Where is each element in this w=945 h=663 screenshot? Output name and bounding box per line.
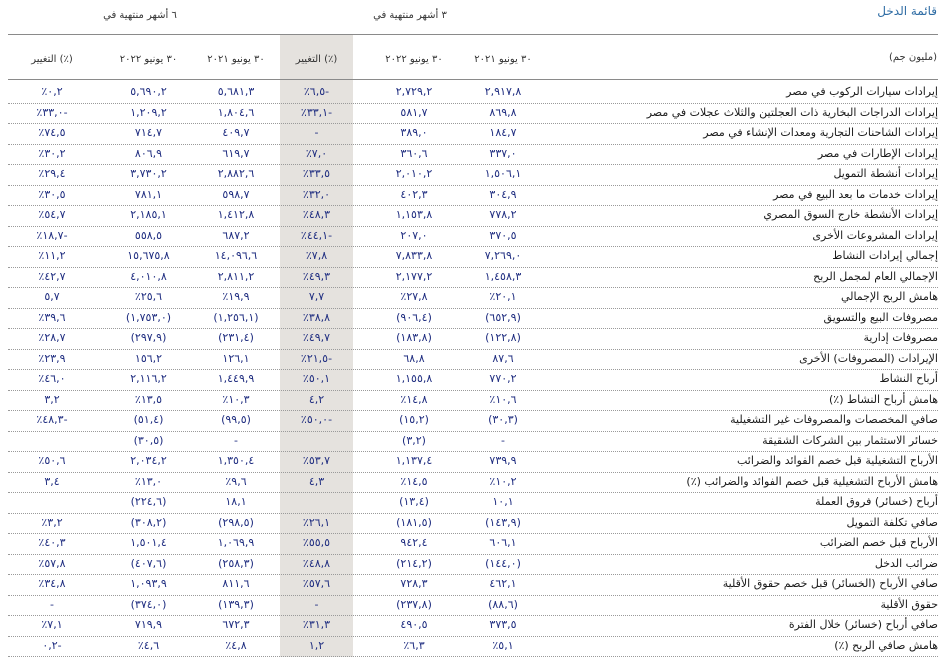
col-q-change: التغيير (٪) — [295, 53, 338, 65]
six-months-header: ٦ أشهر منتهية في — [103, 10, 177, 21]
cell-h-change: ٪٣٠,٢ — [38, 146, 66, 160]
cell-h-2021: ٪٤,٨ — [225, 638, 247, 652]
cell-q-2021: ٧,٢٦٩,٠ — [484, 249, 522, 262]
cell-h-2022: (٣٧٤,٠) — [130, 597, 167, 611]
cell-q-change: ٪٤٤,١- — [300, 228, 333, 242]
cell-h-2022: ٥,٦٩٠,٢ — [130, 85, 167, 98]
cell-h-change: - — [50, 597, 54, 611]
cell-h-2022: ٪٤,٦ — [137, 638, 160, 652]
cell-q-2021: ٢,٩١٧,٨ — [484, 85, 522, 98]
cell-h-change: ٪٤٨,٣- — [36, 413, 68, 426]
cell-h-2022: ٢,١٨٥,١ — [130, 208, 167, 221]
cell-q-2021: (١٢٢,٨) — [485, 331, 521, 344]
table-row — [8, 513, 938, 535]
cell-q-2022: (١٨٣,٨) — [396, 331, 432, 344]
row-label: إيرادات الأنشطة خارج السوق المصري — [763, 208, 938, 221]
row-label: حقوق الأقلية — [880, 597, 938, 611]
cell-h-2021: ١٢٦,١ — [222, 351, 250, 365]
cell-q-2021: ٣٧٠,٥ — [489, 228, 517, 242]
cell-h-2022: ١,٠٩٣,٩ — [130, 577, 167, 590]
cell-q-2021: (٦٥٢,٩) — [485, 310, 521, 324]
cell-q-2022: ٤٩٠,٥ — [400, 618, 428, 631]
row-label: خسائر الاستثمار بين الشركات الشقيقة — [762, 433, 938, 447]
cell-q-2021: ٧٧٠,٢ — [489, 372, 517, 385]
cell-h-2022: ١٥,٦٧٥,٨ — [127, 249, 170, 262]
cell-h-change: ٪٥٧,٨ — [38, 556, 66, 570]
cell-q-change — [280, 492, 353, 512]
cell-h-2021: (٩٩,٥) — [221, 413, 251, 426]
cell-q-2021: ١٠,١ — [492, 495, 514, 508]
cell-h-2021: ٪١٩,٩ — [222, 290, 250, 303]
cell-q-2021: ٪١٠,٦ — [489, 392, 517, 406]
table-row — [8, 308, 938, 330]
cell-q-2021: ٣٣٧,٠ — [489, 146, 517, 160]
table-row — [8, 410, 938, 432]
table-row — [8, 472, 938, 494]
cell-q-2022: ٪٦,٣ — [403, 638, 425, 652]
page-title: قائمة الدخل — [877, 4, 937, 18]
cell-h-2021: ١,٤١٢,٨ — [217, 208, 255, 221]
cell-q-2021: - — [501, 433, 505, 447]
cell-h-change: ٪٧,١ — [41, 618, 63, 631]
cell-q-2022: ٢,٠١٠,٢ — [395, 167, 433, 180]
table-row — [8, 636, 938, 658]
table-row — [8, 328, 938, 350]
cell-h-change: ٪٥٠,٦ — [38, 454, 66, 467]
cell-q-change: - — [314, 597, 319, 611]
cell-q-change: ٧,٧ — [308, 290, 325, 303]
row-label: إيرادات أنشطة التمويل — [833, 167, 938, 180]
col-q-2021: ٣٠ يونيو ٢٠٢١ — [474, 53, 532, 65]
table-row — [8, 226, 938, 248]
cell-q-change: ٪٥٥,٥ — [302, 536, 331, 549]
cell-q-change: ٤,٣ — [308, 474, 325, 488]
cell-q-2021: ٧٧٨,٢ — [489, 208, 517, 221]
cell-h-2021: ١,٣٥٠,٤ — [217, 454, 255, 467]
cell-h-2022: (٢٩٧,٩) — [130, 331, 167, 344]
cell-q-2021: ٧٣٩,٩ — [489, 454, 517, 467]
cell-h-2021: ١٤,٠٩٦,٦ — [214, 249, 258, 262]
cell-h-2022: ٨٠٦,٩ — [134, 146, 163, 160]
cell-h-change: ٪٥٤,٧ — [38, 208, 66, 221]
col-q-2022: ٣٠ يونيو ٢٠٢٢ — [385, 53, 443, 65]
row-label: إيرادات خدمات ما بعد البيع في مصر — [773, 187, 938, 201]
cell-h-2022: ٣,٧٣٠,٢ — [130, 167, 167, 180]
cell-q-change: ٪٥٠,١ — [302, 372, 331, 385]
unit-label: (مليون جم) — [888, 52, 937, 63]
cell-h-2022: ٧١٩,٩ — [134, 618, 163, 631]
cell-q-change: ٪٧,٨ — [305, 249, 328, 262]
cell-q-2021: ٪٢٠,١ — [489, 290, 517, 303]
cell-q-2021: (٨٨,٦) — [488, 597, 518, 611]
cell-q-change: ٪٥٠,٠- — [300, 413, 333, 426]
row-label: إيرادات الشاحنات التجارية ومعدات الإنشاء في مصر — [703, 126, 938, 139]
cell-h-change: ٪١١,٢ — [38, 249, 66, 262]
table-row — [8, 595, 938, 617]
cell-q-2022: (٩٠٦,٤) — [396, 310, 432, 324]
cell-h-change: ٪٠,٢ — [41, 85, 63, 98]
cell-q-change: ٪٤٨,٣ — [302, 208, 331, 221]
cell-h-change: ٣,٢ — [44, 392, 60, 406]
row-label: صافي المخصصات والمصروفات غير التشغيلية — [730, 413, 938, 426]
col-h-2021: ٣٠ يونيو ٢٠٢١ — [207, 53, 265, 65]
cell-h-change — [8, 431, 96, 451]
cell-q-change — [280, 431, 353, 451]
cell-q-change: ٪٦,٥- — [303, 85, 330, 98]
row-label: أرباح النشاط — [879, 372, 938, 385]
cell-q-2022: (٢٣٧,٨) — [396, 597, 432, 611]
cell-h-2021: ٪١٠,٣ — [222, 392, 250, 406]
cell-q-2021: ٪٥,١ — [492, 638, 514, 652]
cell-q-change: ٪٢٦,١ — [302, 515, 331, 529]
cell-h-change: ٪٣,٢ — [41, 515, 63, 529]
cell-h-change: ٪٤٢,٧ — [38, 269, 66, 283]
cell-h-2021: ٨١١,٦ — [222, 577, 250, 590]
cell-h-change: ٪٢٩,٤ — [38, 167, 66, 180]
cell-q-2021: ٤٦٢,١ — [489, 577, 517, 590]
cell-h-2022: (٥١,٤) — [133, 413, 164, 426]
cell-q-2022: (١٨١,٥) — [396, 515, 432, 529]
cell-h-2022: ٥٥٨,٥ — [134, 228, 163, 242]
cell-h-2022: ١٥٦,٢ — [134, 351, 163, 365]
cell-h-change: ٪٣٣,٠- — [36, 105, 68, 119]
cell-q-2022: (٣,٢) — [402, 433, 426, 447]
cell-h-change: ٣,٤ — [44, 474, 60, 488]
cell-q-2021: ٣٠٤,٩ — [489, 187, 517, 201]
cell-h-change: ٪٣٠,٥ — [38, 187, 66, 201]
cell-q-2022: ٣٨٩,٠ — [400, 126, 428, 139]
table-row — [8, 431, 938, 453]
top-rule — [8, 34, 938, 35]
cell-q-change: ١,٢ — [308, 638, 325, 652]
cell-q-2021: (٣٠,٣) — [488, 413, 518, 426]
table-row — [8, 164, 938, 186]
cell-h-2021: (٢٥٨,٣) — [218, 556, 254, 570]
cell-q-2021: ٦٠٦,١ — [489, 536, 517, 549]
cell-h-2021: ٥,٦٨١,٣ — [217, 85, 255, 98]
cell-q-2022: ٦٨,٨ — [403, 351, 425, 365]
table-row — [8, 205, 938, 227]
cell-q-2021: ٪١٠,٢ — [489, 474, 517, 488]
cell-h-2022: ١,٢٠٩,٢ — [130, 105, 167, 119]
cell-h-2021: ١,٤٤٩,٩ — [217, 372, 255, 385]
cell-q-2022: (١٥,٢) — [399, 413, 429, 426]
cell-h-change — [8, 492, 96, 512]
table-row — [8, 390, 938, 412]
cell-q-2022: ٩٤٢,٤ — [400, 536, 428, 549]
cell-q-2021: (١٤٣,٩) — [485, 515, 521, 529]
table-row — [8, 246, 938, 268]
table-row — [8, 103, 938, 125]
cell-q-2022: ٢,٧٢٩,٢ — [395, 85, 433, 98]
row-label: هامش الأرباح التشغيلية قبل خصم الفوائد والضرائب (٪) — [686, 474, 938, 488]
cell-q-change: ٪٤٨,٨ — [302, 556, 331, 570]
cell-q-2022: ٤٠٢,٣ — [400, 187, 428, 201]
cell-h-2022: ٪١٣,٥ — [134, 392, 163, 406]
cell-h-2021: ٥٩٨,٧ — [222, 187, 250, 201]
row-label: إيرادات الإطارات في مصر — [817, 146, 938, 160]
cell-h-2021: ١,٠٦٩,٩ — [217, 536, 255, 549]
cell-q-2022: ٧,٨٣٣,٨ — [395, 249, 433, 262]
cell-q-2022: ٧٢٨,٣ — [400, 577, 428, 590]
col-h-2022: ٣٠ يونيو ٢٠٢٢ — [119, 53, 178, 65]
cell-q-change: ٪٤٩,٧ — [302, 331, 331, 344]
table-row — [8, 185, 938, 207]
row-label: إجمالي إيرادات النشاط — [832, 249, 938, 262]
header-rule — [8, 79, 938, 80]
col-h-change: التغيير (٪) — [31, 53, 73, 65]
cell-q-2022: ١,١٥٥,٨ — [395, 372, 433, 385]
table-row — [8, 533, 938, 555]
cell-h-change: ٥,٧ — [44, 290, 60, 303]
row-label: صافي تكلفة التمويل — [846, 515, 938, 529]
cell-h-change: ٪٢٨,٧ — [38, 331, 66, 344]
row-label: إيرادات الدراجات البخارية ذات العجلتين والثلاث عجلات في مصر — [646, 105, 938, 119]
table-row — [8, 574, 938, 596]
cell-q-change: ٪٣١,٣ — [302, 618, 331, 631]
cell-q-2021: ١٨٤,٧ — [489, 126, 517, 139]
cell-h-2022: (٢٢٤,٦) — [130, 495, 167, 508]
table-row — [8, 554, 938, 576]
cell-h-2021: - — [234, 433, 238, 447]
cell-h-2021: ٦١٩,٧ — [222, 146, 250, 160]
cell-q-change: ٪٣٣,٥ — [302, 167, 331, 180]
cell-q-2022: (٢١٤,٢) — [396, 556, 432, 570]
cell-q-change: ٪٤٩,٣ — [302, 269, 331, 283]
cell-h-2021: ٢,٨٨٢,٦ — [217, 167, 255, 180]
table-row — [8, 123, 938, 145]
cell-q-change: ٪٢١,٥- — [300, 351, 333, 365]
row-label: الأرباح قبل خصم الضرائب — [819, 536, 938, 549]
cell-h-2022: ٪١٣,٠ — [134, 474, 163, 488]
row-label: هامش صافي الربح (٪) — [834, 638, 938, 652]
cell-h-2021: ١,٨٠٤,٦ — [217, 105, 255, 119]
cell-h-change: ٪٢٣,٩ — [38, 351, 66, 365]
cell-q-2022: ٣٦٠,٦ — [400, 146, 428, 160]
cell-h-2022: (٣٠,٥) — [133, 433, 164, 447]
cell-h-2022: ١,٥٠١,٤ — [130, 536, 167, 549]
cell-q-2021: ١,٤٥٨,٣ — [484, 269, 522, 283]
cell-h-2021: (١٣٩,٣) — [218, 597, 254, 611]
cell-h-2021: ١٨,١ — [225, 495, 247, 508]
cell-h-2021: (٢٣١,٤) — [218, 331, 254, 344]
cell-q-change: - — [314, 126, 319, 139]
table-row — [8, 451, 938, 473]
table-row — [8, 144, 938, 166]
cell-h-2022: ٢,١١٦,٢ — [130, 372, 167, 385]
cell-q-2022: ٢٠٧,٠ — [400, 228, 428, 242]
cell-q-change: ٪٥٣,٧ — [302, 454, 331, 467]
row-label: صافي الأرباح (الخسائر) قبل خصم حقوق الأقلية — [722, 577, 938, 590]
cell-h-change: ٪١٨,٧- — [36, 228, 68, 242]
cell-q-2021: (١٤٤,٠) — [485, 556, 521, 570]
table-row — [8, 267, 938, 289]
row-label: إيرادات سيارات الركوب في مصر — [786, 85, 938, 98]
cell-q-change: ٪٣٨,٨ — [302, 310, 331, 324]
row-label: مصروفات البيع والتسويق — [823, 310, 938, 324]
table-row — [8, 82, 938, 104]
cell-h-2021: ٢,٨١١,٢ — [217, 269, 255, 283]
row-label: أرباح (خسائر) فروق العملة — [815, 495, 938, 508]
row-label: الأرباح التشغيلية قبل خصم الفوائد والضرائب — [736, 454, 938, 467]
row-label: ضرائب الدخل — [874, 556, 938, 570]
cell-h-2021: ٦٨٧,٢ — [222, 228, 250, 242]
cell-h-change: ٪٤٠,٣ — [38, 536, 66, 549]
table-row — [8, 492, 938, 514]
row-label: إيرادات المشروعات الأخرى — [812, 228, 938, 242]
cell-h-2022: (١,٧٥٣,٠) — [125, 310, 172, 324]
table-row — [8, 615, 938, 637]
row-label: الإيرادات (المصروفات) الأخرى — [799, 351, 938, 365]
cell-h-2022: ٧٨١,١ — [134, 187, 163, 201]
table-row — [8, 369, 938, 391]
row-label: صافي أرباح (خسائر) خلال الفترة — [788, 618, 938, 631]
cell-q-change: ٪٧,٠ — [305, 146, 328, 160]
cell-q-2021: ٨٧,٦ — [492, 351, 514, 365]
cell-q-2022: ٪١٤,٥ — [400, 474, 428, 488]
cell-h-2021: ٦٧٢,٣ — [222, 618, 250, 631]
cell-h-change: ٪٤٦,٠ — [38, 372, 66, 385]
cell-h-change: ٠,٢- — [42, 638, 62, 652]
cell-h-2021: (٢٩٨,٥) — [218, 515, 254, 529]
cell-h-2022: (٣٠٨,٢) — [130, 515, 167, 529]
cell-h-2022: ٢,٠٣٤,٢ — [130, 454, 167, 467]
row-label: الإجمالي العام لمجمل الربح — [813, 269, 938, 283]
row-label: هامش أرباح النشاط (٪) — [829, 392, 938, 406]
cell-h-2021: (١,٢٥٦,١) — [213, 310, 259, 324]
cell-h-change: ٪٣٩,٦ — [38, 310, 66, 324]
cell-q-2022: ٪٢٧,٨ — [400, 290, 428, 303]
cell-h-2022: ٤,٠١٠,٨ — [130, 269, 167, 283]
cell-h-2022: ٧١٤,٧ — [134, 126, 163, 139]
cell-q-2022: ٥٨١,٧ — [400, 105, 428, 119]
cell-q-change: ٤,٢ — [308, 392, 325, 406]
cell-h-2021: ٪٩,٦ — [225, 474, 247, 488]
row-label: هامش الربح الإجمالي — [840, 290, 938, 303]
cell-h-2021: ٤٠٩,٧ — [222, 126, 250, 139]
cell-q-2021: ٣٧٣,٥ — [489, 618, 517, 631]
cell-q-2022: ٢,١٧٧,٢ — [395, 269, 433, 283]
cell-h-change: ٪٣٤,٨ — [38, 577, 66, 590]
cell-q-2022: (١٣,٤) — [399, 495, 429, 508]
cell-h-change: ٪٧٤,٥ — [38, 126, 66, 139]
row-label: مصروفات إدارية — [863, 331, 938, 344]
cell-h-2022: ٪٢٥,٦ — [134, 290, 163, 303]
cell-q-change: ٪٥٧,٦ — [302, 577, 331, 590]
cell-q-2021: ٨٦٩,٨ — [489, 105, 517, 119]
cell-q-2022: ٪١٤,٨ — [400, 392, 428, 406]
cell-q-2022: ١,١٣٧,٤ — [395, 454, 433, 467]
cell-q-change: ٪٣٣,١- — [300, 105, 333, 119]
cell-q-2021: ١,٥٠٦,١ — [484, 167, 522, 180]
table-row — [8, 287, 938, 309]
table-row — [8, 349, 938, 371]
three-months-header: ٣ أشهر منتهية في — [373, 10, 447, 21]
cell-q-2022: ١,١٥٣,٨ — [395, 208, 433, 221]
cell-q-change: ٪٣٢,٠ — [302, 187, 331, 201]
cell-h-2022: (٤٠٧,٦) — [130, 556, 167, 570]
